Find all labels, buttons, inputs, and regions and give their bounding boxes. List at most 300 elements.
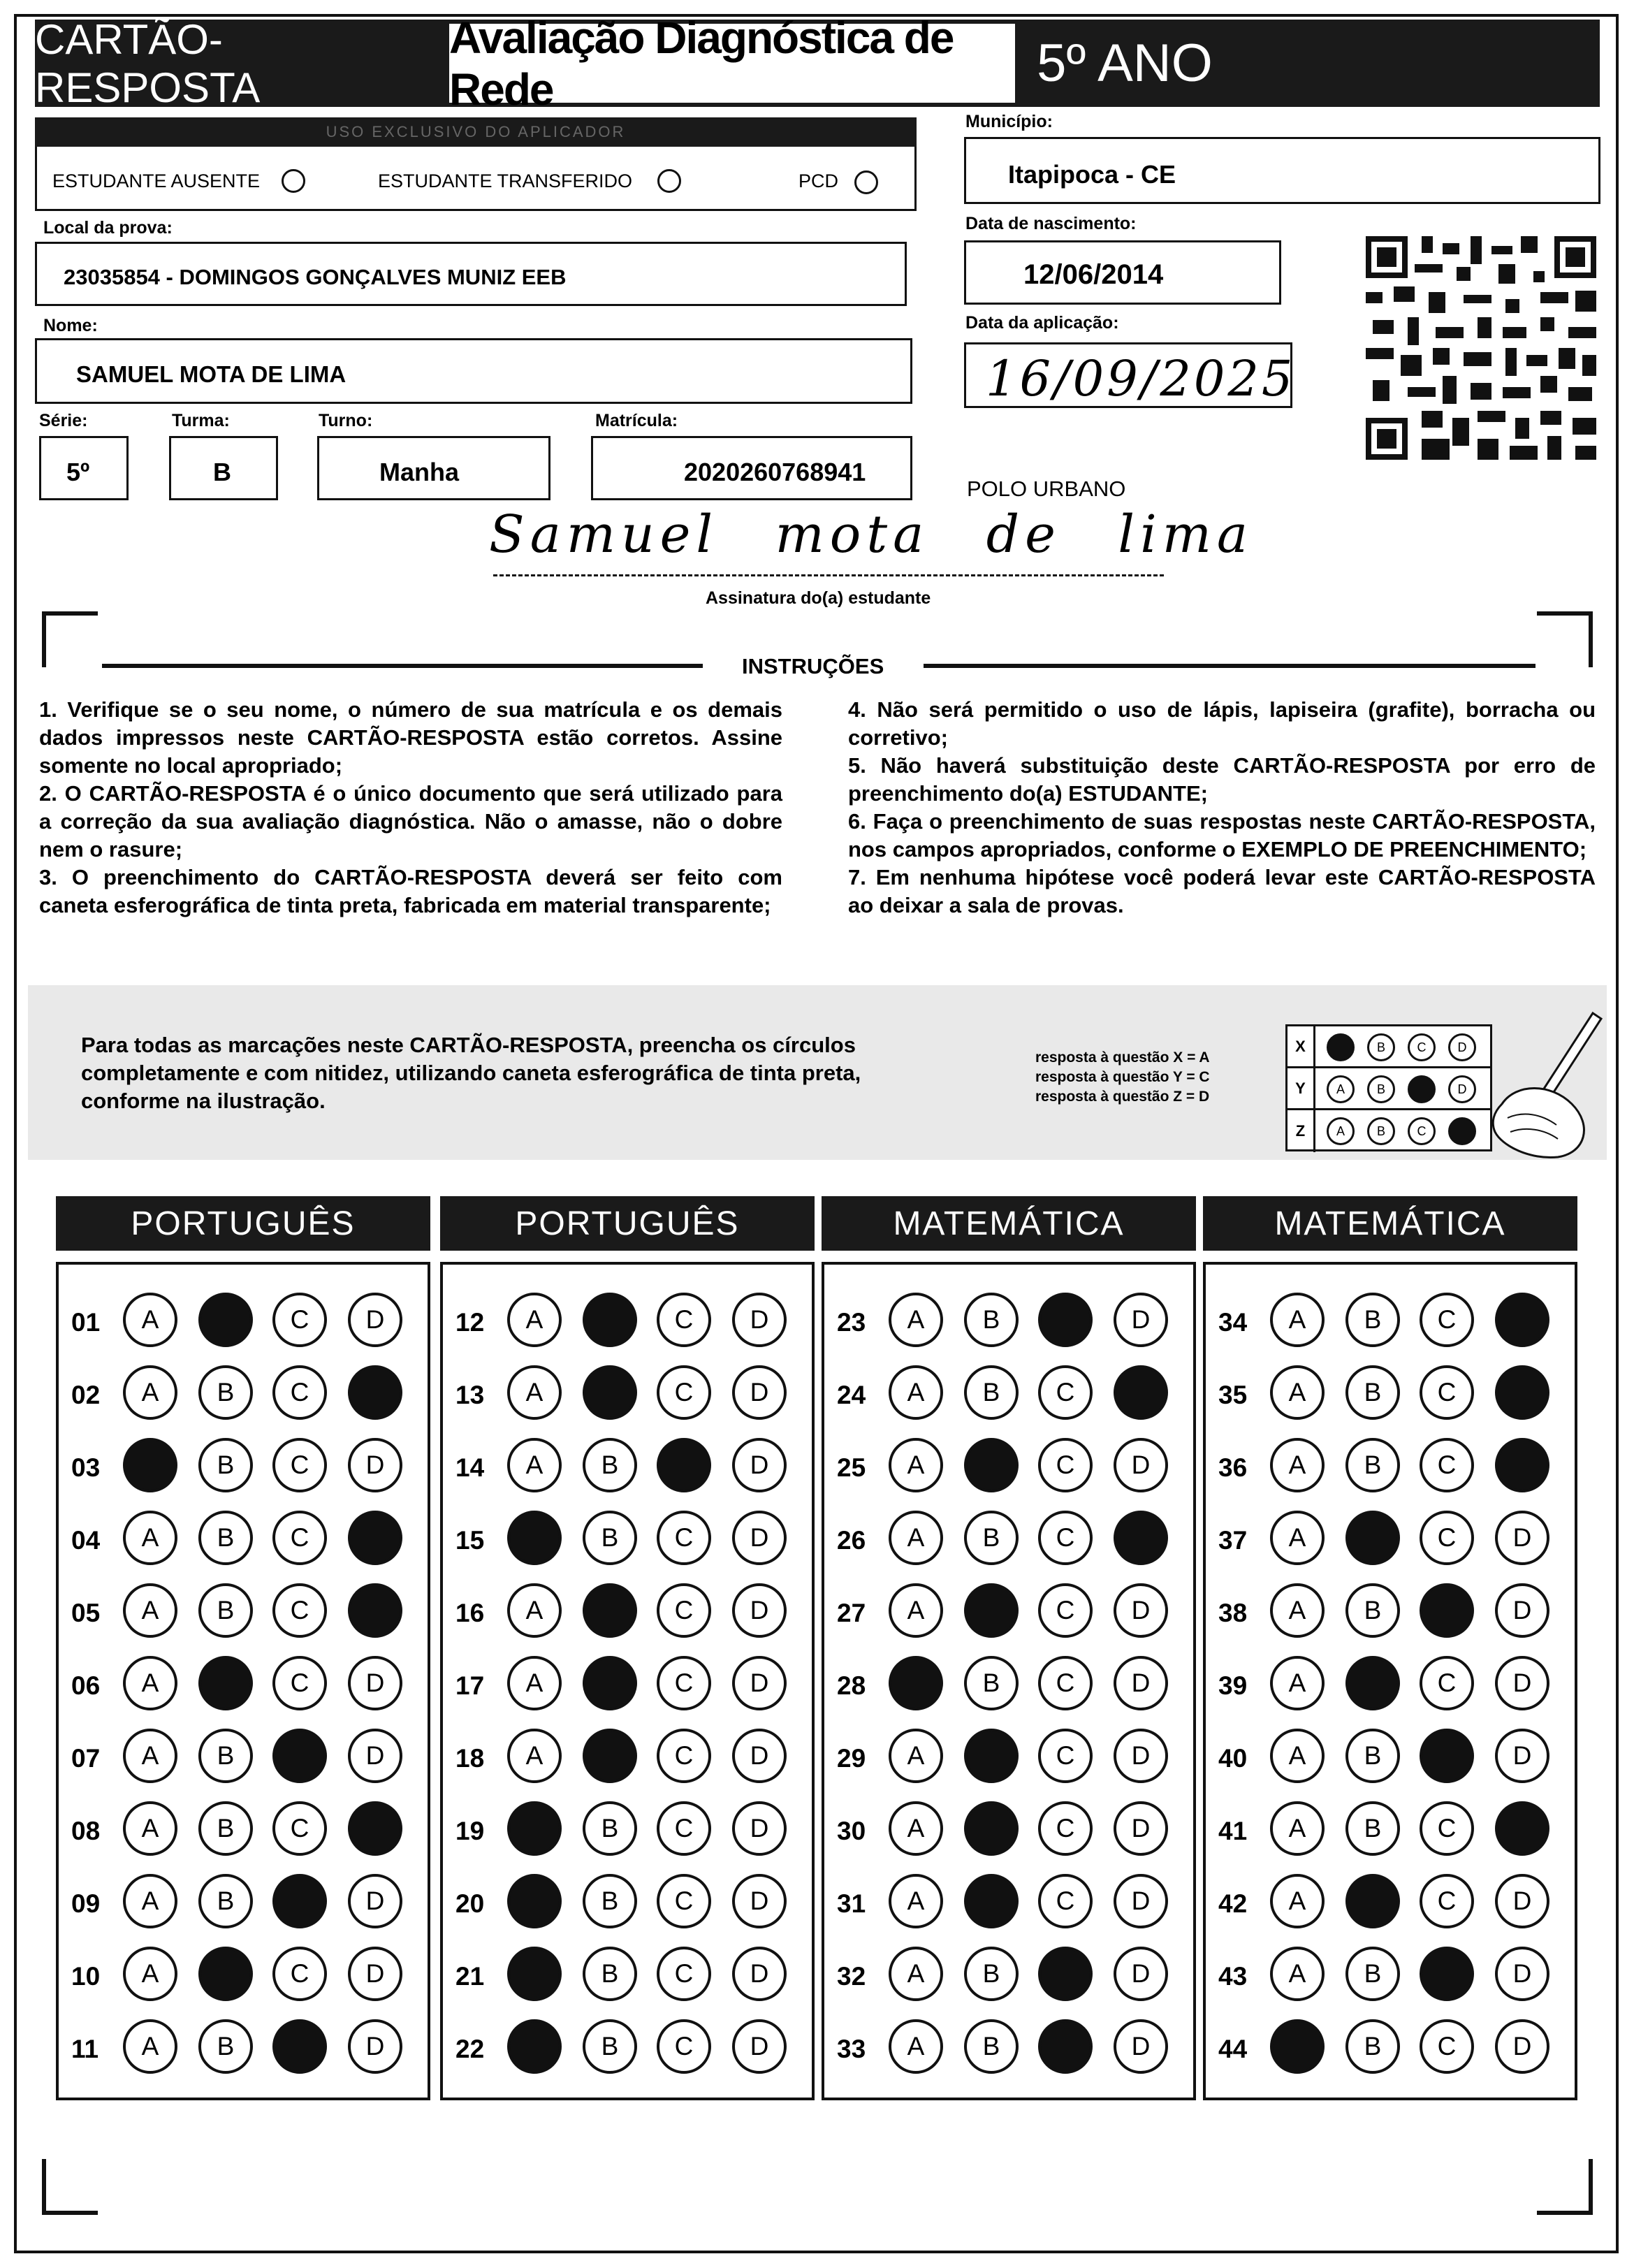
fill-example-row-divider (1315, 1108, 1490, 1110)
answer-bubble-d[interactable] (1114, 1365, 1168, 1420)
question-row (59, 1656, 433, 1712)
answer-bubble-b[interactable] (1345, 1511, 1400, 1565)
local-label: Local da prova: (43, 218, 173, 238)
fill-example-bubble (1408, 1075, 1436, 1103)
answer-bubble-a[interactable]: A (507, 1438, 562, 1492)
name-field (35, 338, 912, 404)
answer-bubble-a[interactable]: A (123, 1801, 177, 1856)
answer-bubble-b[interactable]: B (583, 1801, 637, 1856)
answer-bubble-d[interactable] (348, 1365, 402, 1420)
answer-bubble-c[interactable]: C (1038, 1511, 1093, 1565)
class-value: B (213, 458, 231, 486)
fill-example-bubble (1327, 1033, 1355, 1061)
answer-bubble-b[interactable]: B (964, 2019, 1019, 2074)
instruction-item: 4. Não será permitido o uso de lápis, lapiseira (grafite), borracha ou corretivo; (848, 697, 1596, 750)
answer-bubble-a[interactable]: A (123, 1874, 177, 1928)
answer-bubble-c[interactable] (1038, 1293, 1093, 1347)
answer-bubble-b[interactable] (964, 1801, 1019, 1856)
pcd-label: PCD (798, 170, 839, 191)
question-row (1206, 1874, 1580, 1930)
answer-bubble-d[interactable]: D (732, 1874, 787, 1928)
answer-bubble-b[interactable]: B (964, 1947, 1019, 2001)
answer-bubble-a[interactable]: A (1270, 1729, 1325, 1783)
answer-bubble-d[interactable]: D (732, 1729, 787, 1783)
question-number: 07 (71, 1744, 101, 1773)
fill-example-row-divider (1315, 1066, 1490, 1068)
instruction-item: 7. Em nenhuma hipótese você poderá levar este CARTÃO-RESPOSTA ao deixar a sala de provas. (848, 865, 1596, 917)
answer-bubble-d[interactable]: D (1495, 1511, 1549, 1565)
question-row (443, 1874, 817, 1930)
answer-bubble-a[interactable]: A (123, 1583, 177, 1638)
question-row (59, 1583, 433, 1639)
applicator-box (35, 147, 917, 211)
answer-bubble-c[interactable]: C (272, 1656, 327, 1710)
question-number: 11 (71, 2035, 99, 2063)
answer-bubble-b[interactable]: B (198, 1874, 253, 1928)
answer-bubble-a[interactable]: A (1270, 1947, 1325, 2001)
answer-bubble-a[interactable] (507, 2019, 562, 2074)
answer-bubble-d[interactable]: D (1495, 1874, 1549, 1928)
answer-bubble-a[interactable] (507, 1874, 562, 1928)
question-row (1206, 1293, 1580, 1349)
answer-bubble-a[interactable] (1270, 2019, 1325, 2074)
question-number: 25 (837, 1453, 866, 1482)
transferred-checkbox[interactable] (657, 169, 681, 193)
answer-bubble-d[interactable]: D (732, 1656, 787, 1710)
question-row (443, 1511, 817, 1566)
answer-bubble-c[interactable]: C (657, 1729, 711, 1783)
answer-bubble-b[interactable]: B (1345, 1438, 1400, 1492)
answer-bubble-a[interactable]: A (889, 2019, 943, 2074)
pcd-checkbox[interactable] (854, 170, 878, 194)
question-row (443, 1438, 817, 1494)
sheet-title: CARTÃO-RESPOSTA (35, 15, 261, 111)
answer-bubble-c[interactable]: C (657, 2019, 711, 2074)
answer-bubble-c[interactable]: C (272, 1365, 327, 1420)
answer-bubble-b[interactable]: B (1345, 1729, 1400, 1783)
question-number: 22 (455, 2035, 485, 2063)
answer-bubble-c[interactable]: C (272, 1801, 327, 1856)
answer-bubble-d[interactable]: D (348, 1947, 402, 2001)
answer-bubble-b[interactable]: B (583, 1947, 637, 2001)
answer-bubble-b[interactable]: B (583, 1438, 637, 1492)
local-value: 23035854 - DOMINGOS GONÇALVES MUNIZ EEB (64, 265, 567, 289)
answer-bubble-a[interactable] (507, 1801, 562, 1856)
answer-bubble-b[interactable] (198, 1656, 253, 1710)
answer-bubble-a[interactable]: A (507, 1583, 562, 1638)
answer-bubble-a[interactable]: A (123, 1293, 177, 1347)
answer-bubble-b[interactable] (964, 1874, 1019, 1928)
answer-bubble-b[interactable]: B (1345, 1801, 1400, 1856)
answer-bubble-b[interactable]: B (964, 1656, 1019, 1710)
absent-checkbox[interactable] (282, 169, 305, 193)
answer-bubble-d[interactable]: D (732, 1438, 787, 1492)
instructions-left (39, 696, 782, 919)
answer-bubble-b[interactable]: B (964, 1511, 1019, 1565)
answer-bubble-b[interactable]: B (198, 1729, 253, 1783)
answer-bubble-d[interactable]: D (1114, 1293, 1168, 1347)
fill-example-note: resposta à questão Y = C (1035, 1069, 1210, 1085)
answer-bubble-c[interactable]: C (1420, 1656, 1474, 1710)
answer-bubble-b[interactable] (583, 1656, 637, 1710)
answer-bubble-c[interactable] (1038, 2019, 1093, 2074)
answer-bubble-a[interactable]: A (1270, 1583, 1325, 1638)
fill-example-row-label: Z (1287, 1110, 1315, 1152)
answer-bubble-a[interactable]: A (889, 1293, 943, 1347)
grade-value: 5º (66, 458, 90, 486)
answer-bubble-d[interactable]: D (1114, 1583, 1168, 1638)
question-row (824, 1438, 1199, 1494)
answer-bubble-b[interactable]: B (583, 2019, 637, 2074)
answer-bubble-a[interactable]: A (1270, 1293, 1325, 1347)
answer-bubble-a[interactable]: A (1270, 1656, 1325, 1710)
answer-bubble-b[interactable]: B (583, 1874, 637, 1928)
answer-bubble-c[interactable]: C (1420, 1874, 1474, 1928)
answer-bubble-a[interactable]: A (889, 1874, 943, 1928)
application-date-field (964, 342, 1296, 408)
fill-example-bubble: B (1367, 1117, 1395, 1145)
question-row (1206, 1801, 1580, 1857)
question-number: 13 (455, 1381, 485, 1409)
shift-value: Manha (379, 458, 460, 486)
instructions-title: INSTRUÇÕES (742, 654, 884, 678)
answer-bubble-a[interactable]: A (123, 1511, 177, 1565)
answer-bubble-b[interactable] (964, 1729, 1019, 1783)
answer-bubble-b[interactable] (964, 1583, 1019, 1638)
answer-bubble-d[interactable]: D (732, 1365, 787, 1420)
answer-bubble-d[interactable]: D (1495, 1729, 1549, 1783)
transferred-label: ESTUDANTE TRANSFERIDO (378, 170, 633, 191)
answer-bubble-b[interactable]: B (198, 2019, 253, 2074)
corner-mark-bottom-right (1537, 2159, 1593, 2215)
answer-bubble-d[interactable]: D (348, 1438, 402, 1492)
question-number: 09 (71, 1889, 101, 1918)
answer-bubble-c[interactable]: C (1038, 1729, 1093, 1783)
answer-bubble-c[interactable]: C (657, 1583, 711, 1638)
answer-bubble-d[interactable] (1495, 1293, 1549, 1347)
answer-bubble-d[interactable]: D (732, 1947, 787, 2001)
answer-bubble-c[interactable]: C (272, 1583, 327, 1638)
answer-bubble-a[interactable]: A (1270, 1438, 1325, 1492)
answer-bubble-a[interactable] (889, 1656, 943, 1710)
answer-bubble-c[interactable] (1420, 1583, 1474, 1638)
question-row (1206, 1583, 1580, 1639)
question-row (443, 1947, 817, 2002)
answer-bubble-b[interactable] (198, 1947, 253, 2001)
answer-bubble-a[interactable]: A (889, 1511, 943, 1565)
answer-bubble-d[interactable]: D (1114, 1656, 1168, 1710)
question-number: 04 (71, 1526, 101, 1555)
answer-bubble-c[interactable] (1420, 1729, 1474, 1783)
question-number: 33 (837, 2035, 866, 2063)
answer-bubble-b[interactable]: B (198, 1801, 253, 1856)
question-row (59, 1438, 433, 1494)
answer-grid (1203, 1262, 1577, 2100)
question-row (443, 1583, 817, 1639)
question-number: 39 (1218, 1671, 1248, 1700)
shift-label: Turno: (319, 411, 373, 430)
answer-bubble-d[interactable]: D (1114, 1801, 1168, 1856)
answer-bubble-b[interactable] (1345, 1874, 1400, 1928)
class-label: Turma: (172, 411, 230, 430)
answer-bubble-b[interactable] (1345, 1656, 1400, 1710)
answer-bubble-a[interactable] (123, 1438, 177, 1492)
answer-bubble-c[interactable]: C (1038, 1874, 1093, 1928)
answer-bubble-c[interactable] (272, 1874, 327, 1928)
answer-bubble-c[interactable]: C (1420, 1438, 1474, 1492)
local-field (35, 242, 907, 306)
answer-bubble-a[interactable]: A (1270, 1874, 1325, 1928)
application-date-value: 16/09/2025 (986, 350, 1296, 407)
question-number: 40 (1218, 1744, 1248, 1773)
answer-bubble-c[interactable] (1038, 1947, 1093, 2001)
answer-bubble-d[interactable] (1114, 1511, 1168, 1565)
answer-bubble-d[interactable]: D (1114, 1729, 1168, 1783)
answer-bubble-c[interactable]: C (1420, 2019, 1474, 2074)
answer-bubble-b[interactable] (583, 1365, 637, 1420)
absent-label: ESTUDANTE AUSENTE (52, 170, 261, 191)
question-number: 03 (71, 1453, 101, 1482)
answer-bubble-b[interactable] (583, 1729, 637, 1783)
answer-bubble-d[interactable] (348, 1583, 402, 1638)
answer-bubble-d[interactable]: D (732, 1801, 787, 1856)
municipio-value: Itapipoca - CE (1008, 160, 1176, 189)
answer-bubble-c[interactable]: C (657, 1947, 711, 2001)
answer-bubble-a[interactable]: A (507, 1656, 562, 1710)
answer-bubble-c[interactable]: C (272, 1511, 327, 1565)
subject-header: MATEMÁTICA (822, 1196, 1196, 1251)
answer-bubble-c[interactable]: C (1038, 1583, 1093, 1638)
answer-bubble-b[interactable]: B (964, 1365, 1019, 1420)
answer-bubble-d[interactable]: D (1495, 1947, 1549, 2001)
instructions-right (848, 696, 1596, 919)
question-row (443, 1656, 817, 1712)
name-label: Nome: (43, 316, 98, 335)
answer-bubble-b[interactable] (583, 1583, 637, 1638)
answer-bubble-d[interactable]: D (348, 1874, 402, 1928)
answer-bubble-d[interactable]: D (1114, 2019, 1168, 2074)
question-row (824, 1583, 1199, 1639)
question-row (1206, 2019, 1580, 2075)
fill-example-row-label: X (1287, 1026, 1315, 1068)
application-date-label: Data da aplicação: (965, 313, 1119, 333)
answer-bubble-c[interactable]: C (1038, 1365, 1093, 1420)
answer-bubble-a[interactable]: A (123, 2019, 177, 2074)
answer-bubble-c[interactable]: C (1038, 1656, 1093, 1710)
student-signature: Samuel mota de lima (489, 504, 1254, 565)
answer-bubble-d[interactable]: D (348, 1729, 402, 1783)
fill-example-note: resposta à questão Z = D (1035, 1089, 1210, 1105)
answer-bubble-c[interactable]: C (657, 1656, 711, 1710)
answer-bubble-b[interactable]: B (1345, 1947, 1400, 2001)
answer-bubble-c[interactable]: C (272, 1947, 327, 2001)
answer-bubble-a[interactable]: A (1270, 1511, 1325, 1565)
answer-bubble-d[interactable] (1495, 1365, 1549, 1420)
answer-bubble-d[interactable]: D (1114, 1438, 1168, 1492)
answer-bubble-b[interactable]: B (198, 1511, 253, 1565)
answer-bubble-d[interactable]: D (1495, 1583, 1549, 1638)
question-row (824, 1729, 1199, 1784)
answer-bubble-c[interactable]: C (657, 1801, 711, 1856)
answer-bubble-d[interactable] (1495, 1801, 1549, 1856)
answer-bubble-d[interactable] (1495, 1438, 1549, 1492)
answer-bubble-a[interactable]: A (889, 1583, 943, 1638)
answer-bubble-c[interactable] (272, 2019, 327, 2074)
question-row (824, 1656, 1199, 1712)
municipio-field (964, 137, 1600, 204)
answer-bubble-a[interactable]: A (507, 1293, 562, 1347)
answer-bubble-b[interactable]: B (198, 1438, 253, 1492)
answer-bubble-c[interactable] (1420, 1947, 1474, 2001)
fill-example-row-label: Y (1287, 1068, 1315, 1110)
qr-code (1366, 236, 1596, 460)
answer-bubble-c[interactable]: C (272, 1293, 327, 1347)
answer-bubble-d[interactable]: D (1495, 2019, 1549, 2074)
question-row (824, 1801, 1199, 1857)
question-row (824, 1511, 1199, 1566)
answer-bubble-c[interactable]: C (272, 1438, 327, 1492)
question-number: 27 (837, 1599, 866, 1627)
answer-bubble-c[interactable]: C (1038, 1801, 1093, 1856)
fill-example-bubble (1448, 1117, 1476, 1145)
answer-bubble-b[interactable]: B (198, 1583, 253, 1638)
answer-bubble-a[interactable]: A (123, 1656, 177, 1710)
question-number: 43 (1218, 1962, 1248, 1991)
instruction-item: 5. Não haverá substituição deste CARTÃO-RESPOSTA por erro de preenchimento do(a) ESTUDANTE; (848, 753, 1596, 806)
answer-bubble-b[interactable]: B (1345, 1293, 1400, 1347)
fill-example-bubble: B (1367, 1033, 1395, 1061)
answer-bubble-b[interactable] (198, 1293, 253, 1347)
question-number: 36 (1218, 1453, 1248, 1482)
question-row (59, 1801, 433, 1857)
answer-bubble-b[interactable]: B (1345, 1365, 1400, 1420)
answer-bubble-a[interactable]: A (889, 1365, 943, 1420)
answer-bubble-c[interactable]: C (657, 1365, 711, 1420)
answer-bubble-b[interactable]: B (964, 1293, 1019, 1347)
answer-bubble-c[interactable]: C (1038, 1438, 1093, 1492)
answer-bubble-c[interactable]: C (657, 1874, 711, 1928)
answer-bubble-b[interactable] (583, 1293, 637, 1347)
registration-field (591, 436, 912, 500)
fill-example-bubble: D (1448, 1033, 1476, 1061)
answer-bubble-d[interactable] (348, 1801, 402, 1856)
answer-bubble-c[interactable]: C (1420, 1293, 1474, 1347)
class-field (169, 436, 278, 500)
subject-header: PORTUGUÊS (56, 1196, 430, 1251)
answer-bubble-b[interactable]: B (198, 1365, 253, 1420)
fill-example-grid (1285, 1024, 1492, 1151)
fill-example-note: resposta à questão X = A (1035, 1049, 1210, 1066)
question-number: 21 (455, 1962, 485, 1991)
answer-bubble-d[interactable]: D (1114, 1947, 1168, 2001)
question-row (443, 1365, 817, 1421)
question-number: 14 (455, 1453, 485, 1482)
answer-bubble-a[interactable]: A (507, 1365, 562, 1420)
registration-value: 2020260768941 (684, 458, 866, 486)
polo-label: POLO URBANO (967, 477, 1126, 501)
answer-bubble-c[interactable]: C (1420, 1801, 1474, 1856)
question-number: 34 (1218, 1308, 1248, 1337)
instruction-item: 3. O preenchimento do CARTÃO-RESPOSTA deverá ser feito com caneta esferográfica de tinta preta, fabricada em material transparente; (39, 865, 782, 917)
answer-bubble-c[interactable]: C (657, 1511, 711, 1565)
answer-bubble-a[interactable]: A (123, 1947, 177, 2001)
answer-bubble-a[interactable]: A (889, 1801, 943, 1856)
answer-bubble-d[interactable]: D (348, 1656, 402, 1710)
answer-bubble-c[interactable]: C (1420, 1365, 1474, 1420)
answer-bubble-a[interactable]: A (1270, 1365, 1325, 1420)
answer-bubble-a[interactable]: A (507, 1729, 562, 1783)
municipio-label: Município: (965, 112, 1053, 131)
answer-bubble-d[interactable]: D (1495, 1656, 1549, 1710)
shift-field (317, 436, 550, 500)
answer-grid (56, 1262, 430, 2100)
answer-bubble-b[interactable]: B (1345, 2019, 1400, 2074)
answer-bubble-a[interactable]: A (1270, 1801, 1325, 1856)
answer-bubble-d[interactable]: D (348, 2019, 402, 2074)
instructions-rule-right (924, 664, 1535, 668)
question-row (443, 1293, 817, 1349)
instruction-item: 1. Verifique se o seu nome, o número de sua matrícula e os demais dados impressos neste CARTÃO-RESPOSTA estão corretos. Assine somente no local apropriado; (39, 697, 782, 778)
answer-bubble-a[interactable]: A (123, 1365, 177, 1420)
answer-bubble-b[interactable] (964, 1438, 1019, 1492)
answer-bubble-d[interactable]: D (348, 1293, 402, 1347)
question-row (1206, 1438, 1580, 1494)
answer-bubble-d[interactable]: D (732, 1293, 787, 1347)
answer-bubble-d[interactable]: D (732, 1511, 787, 1565)
answer-bubble-a[interactable] (507, 1947, 562, 2001)
answer-bubble-b[interactable]: B (583, 1511, 637, 1565)
answer-bubble-d[interactable]: D (732, 2019, 787, 2074)
question-row (1206, 1947, 1580, 2002)
answer-bubble-d[interactable]: D (732, 1583, 787, 1638)
answer-bubble-c[interactable]: C (1420, 1511, 1474, 1565)
grade-label: Série: (39, 411, 88, 430)
grade-field (39, 436, 129, 500)
question-number: 02 (71, 1381, 101, 1409)
answer-bubble-d[interactable]: D (1114, 1874, 1168, 1928)
answer-bubble-b[interactable]: B (1345, 1583, 1400, 1638)
fill-example-bubble: D (1448, 1075, 1476, 1103)
answer-bubble-a[interactable]: A (123, 1729, 177, 1783)
instruction-item: 2. O CARTÃO-RESPOSTA é o único documento que será utilizado para a correção da sua avaliação diagnóstica. Não o amasse, não o dobre nem o rasure; (39, 781, 782, 862)
question-number: 08 (71, 1817, 101, 1845)
answer-bubble-c[interactable] (657, 1438, 711, 1492)
question-number: 19 (455, 1817, 485, 1845)
question-row (59, 2019, 433, 2075)
subject-header: MATEMÁTICA (1203, 1196, 1577, 1251)
question-row (59, 1729, 433, 1784)
question-number: 17 (455, 1671, 485, 1700)
answer-bubble-a[interactable]: A (889, 1438, 943, 1492)
question-row (1206, 1729, 1580, 1784)
answer-bubble-c[interactable]: C (657, 1293, 711, 1347)
answer-bubble-a[interactable]: A (889, 1729, 943, 1783)
question-number: 37 (1218, 1526, 1248, 1555)
instructions-rule-left (102, 664, 703, 668)
signature-label: Assinatura do(a) estudante (706, 588, 931, 608)
question-number: 06 (71, 1671, 101, 1700)
corner-mark-bottom-left (42, 2159, 98, 2215)
answer-bubble-a[interactable] (507, 1511, 562, 1565)
question-row (824, 1874, 1199, 1930)
question-number: 15 (455, 1526, 485, 1555)
question-row (59, 1365, 433, 1421)
question-row (443, 1729, 817, 1784)
answer-bubble-c[interactable] (272, 1729, 327, 1783)
corner-mark-top-right (1537, 611, 1593, 667)
answer-bubble-d[interactable] (348, 1511, 402, 1565)
answer-bubble-a[interactable]: A (889, 1947, 943, 2001)
